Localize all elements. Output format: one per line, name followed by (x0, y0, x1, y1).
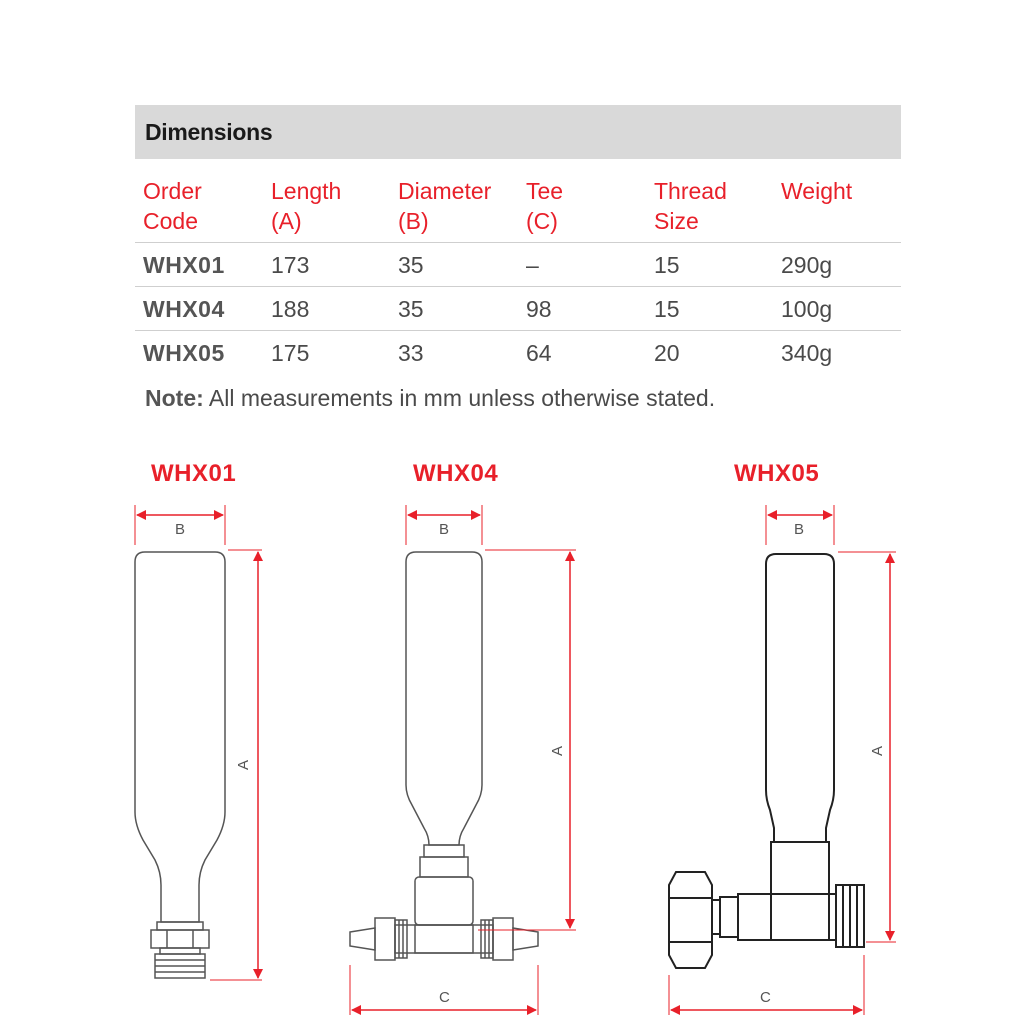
cell-length: 188 (271, 296, 310, 322)
cell-length: 175 (271, 340, 310, 366)
cell-thread-size: 20 (654, 340, 680, 366)
product-title-whx05: WHX05 (734, 460, 820, 487)
cell-diameter: 35 (398, 252, 424, 278)
col-header-line: Size (654, 208, 699, 234)
whx04-dim-c (350, 965, 538, 1015)
note-label: Note: (145, 385, 204, 411)
col-header-line: Weight (781, 178, 853, 204)
whx05-b-label: B (794, 521, 805, 538)
cell-diameter: 33 (398, 340, 424, 366)
whx05-c-label: C (760, 989, 771, 1006)
cell-weight: 340g (781, 340, 833, 366)
whx04-pipe (395, 925, 493, 953)
cell-thread-size: 15 (654, 252, 680, 278)
whx04-left-nut (375, 918, 395, 960)
whx04-body (406, 552, 482, 845)
whx01-body (135, 552, 225, 922)
cell-tee: 98 (526, 296, 552, 322)
col-header-line: Code (143, 208, 198, 234)
whx05-drawing (669, 554, 864, 968)
cell-tee: – (526, 252, 539, 278)
whx05-body (766, 554, 834, 842)
cell-weight: 100g (781, 296, 833, 322)
col-header-line: (A) (271, 208, 302, 234)
product-title-whx04: WHX04 (413, 460, 499, 487)
whx05-dim-a (838, 552, 896, 942)
cell-weight: 290g (781, 252, 833, 278)
cell-length: 173 (271, 252, 310, 278)
whx04-a-label: A (549, 745, 566, 756)
whx04-right-nut (493, 918, 513, 960)
table-title: Dimensions (145, 119, 273, 145)
cell-order-code: WHX05 (143, 340, 225, 366)
whx05-pipe (738, 894, 836, 940)
col-header-line: Diameter (398, 178, 492, 204)
cell-diameter: 35 (398, 296, 424, 322)
whx05-stem (771, 842, 829, 894)
whx01-dim-a (210, 550, 262, 980)
whx04-c-label: C (439, 989, 450, 1006)
col-header-line: Length (271, 178, 342, 204)
whx04-tee-body (415, 877, 473, 925)
whx04-drawing (350, 552, 538, 960)
col-header-line: Tee (526, 178, 564, 204)
col-header-line: (B) (398, 208, 429, 234)
cell-thread-size: 15 (654, 296, 680, 322)
whx05-dim-c (669, 955, 864, 1015)
col-header-line: (C) (526, 208, 558, 234)
whx04-b-label: B (439, 521, 450, 538)
whx04-dim-a (478, 550, 576, 930)
whx04-dim-b (406, 505, 482, 545)
whx01-thread (160, 948, 200, 954)
cell-order-code: WHX04 (143, 296, 225, 322)
whx05-hex-nut (669, 872, 712, 968)
whx01-nut (157, 922, 203, 930)
whx01-nut (151, 930, 209, 948)
product-title-whx01: WHX01 (151, 460, 237, 487)
whx01-b-label: B (175, 521, 186, 538)
cell-tee: 64 (526, 340, 552, 366)
whx01-drawing (135, 552, 225, 978)
whx01-dim-b (135, 505, 225, 545)
whx01-a-label: A (235, 759, 252, 770)
col-header-line: Order (143, 178, 202, 204)
whx05-dim-b (766, 505, 834, 545)
cell-order-code: WHX01 (143, 252, 225, 278)
note-text: All measurements in mm unless otherwise stated. (208, 385, 716, 411)
col-header-line: Thread (654, 178, 727, 204)
whx05-a-label: A (869, 745, 886, 756)
